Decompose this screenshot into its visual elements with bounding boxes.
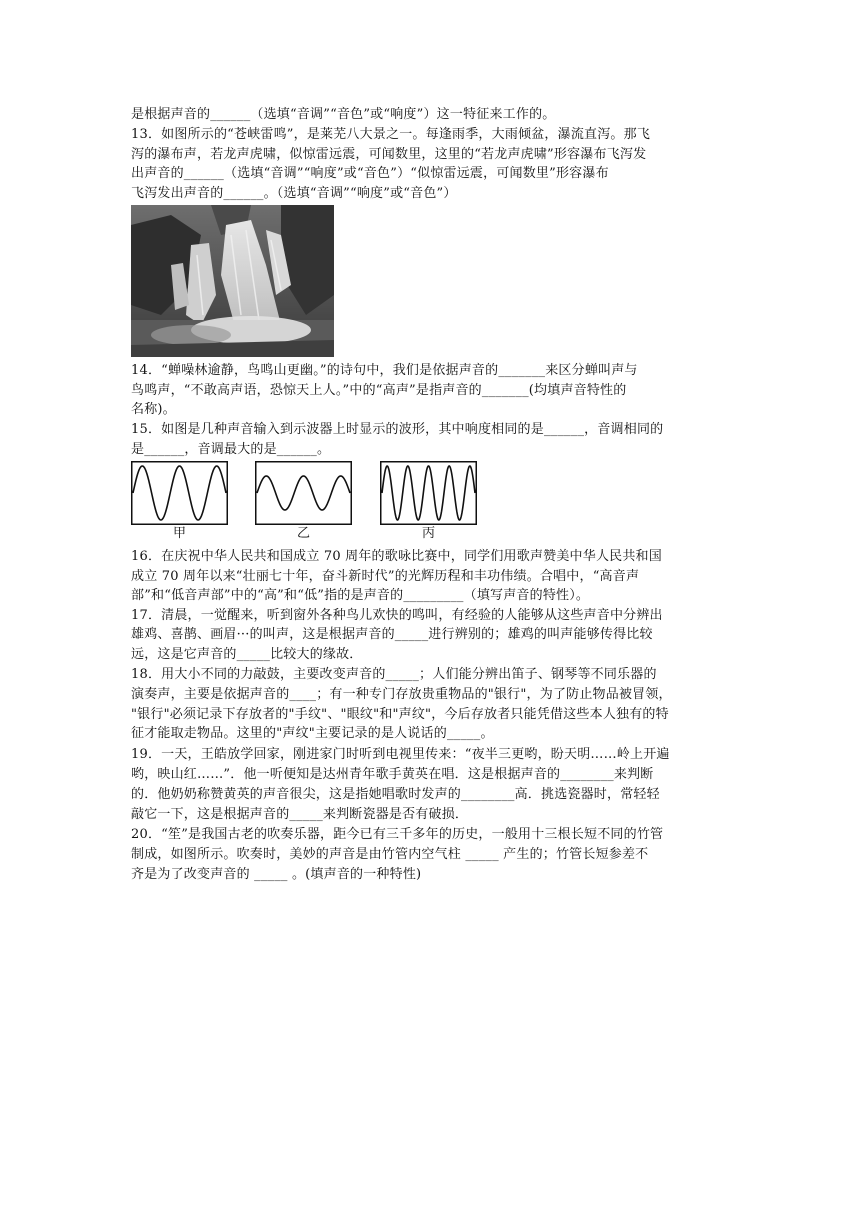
- q20-line-1: 20．“笙”是我国古老的吹奏乐器，距今已有三千多年的历史，一般用十三根长短不同的竹管: [131, 827, 664, 842]
- q13-line-3: 出声音的______（选填“音调”“响度”或“音色”）“似惊雷远震，可闻数里”形容瀑布: [131, 166, 609, 181]
- q17-line-3: 远，这是它声音的_____比较大的缘故．: [131, 647, 363, 662]
- waveform-jia-label: 甲: [172, 526, 186, 541]
- q18-line-3: "银行"必须记录下存放者的"手纹"、"眼纹"和"声纹"，今后存放者只能凭借这些本人独有的特: [131, 707, 669, 722]
- q17-line-1: 17．清晨，一觉醒来，听到窗外各种鸟儿欢快的鸣叫，有经验的人能够从这些声音中分辨出: [131, 608, 663, 623]
- waveform-yi: [255, 461, 352, 525]
- waterfall-photo: [131, 205, 334, 357]
- q15-line-2: 是______，音调最大的是______。: [131, 442, 331, 457]
- waveform-jia-curve: [133, 466, 226, 520]
- waveform-bing-label: 丙: [421, 526, 435, 541]
- q14-line-2: 鸟鸣声，“不敢高声语，恐惊天上人。”中的“高声”是指声音的_______(均填声音特性的: [131, 383, 627, 398]
- q18-line-2: 演奏声，主要是依据声音的____；有一种专门存放贵重物品的"银行"，为了防止物品被冒领，: [131, 687, 672, 702]
- q16-line-2: 成立 70 周年以来“壮丽七十年，奋斗新时代”的光辉历程和丰功伟绩。合唱中，“高音声: [131, 569, 640, 584]
- q14-line-1: 14．“蝉噪林逾静，鸟鸣山更幽。”的诗句中，我们是依据声音的_______来区分蝉叫声与: [131, 363, 638, 378]
- waveform-jia: [131, 461, 228, 525]
- q20-line-3: 齐是为了改变声音的 _____ 。(填声音的一种特性): [131, 867, 422, 882]
- q13-line-2: 泻的瀑布声，若龙声虎啸，似惊雷远震，可闻数里，这里的“若龙声虎啸”形容瀑布飞泻发: [131, 147, 647, 162]
- q19-line-2: 哟，映山红……”．他一听便知是达州青年歌手黄英在唱．这是根据声音的________来判断: [131, 767, 654, 782]
- q19-line-4: 敲它一下，这是根据声音的_____来判断瓷器是否有破损．: [131, 807, 469, 822]
- waveform-yi-label: 乙: [296, 526, 310, 541]
- q16-line-1: 16．在庆祝中华人民共和国成立 70 周年的歌咏比赛中，同学们用歌声赞美中华人民共和国: [131, 549, 662, 564]
- waveform-yi-curve: [257, 476, 350, 510]
- q19-line-3: 的．他奶奶称赞黄英的声音很尖，这是指她唱歌时发声的________高．挑选瓷器时，常轻轻: [131, 787, 660, 802]
- waveform-bing: [380, 461, 477, 525]
- q18-line-1: 18．用大小不同的力敲鼓，主要改变声音的_____；人们能分辨出笛子、钢琴等不同乐器的: [131, 667, 657, 682]
- q19-line-1: 19．一天，王皓放学回家，刚进家门时听到电视里传来：“夜半三更哟，盼天明……岭上开遍: [131, 747, 670, 762]
- waveform-bing-curve: [382, 466, 475, 520]
- q17-line-2: 雄鸡、喜鹊、画眉···的叫声，这是根据声音的_____进行辨别的；雄鸡的叫声能够传得比较: [131, 627, 653, 642]
- q12-tail-line: 是根据声音的______（选填“音调”“音色”或“响度”）这一特征来工作的。: [131, 107, 556, 122]
- q13-line-1: 13．如图所示的“苍峡雷鸣”，是莱芜八大景之一。每逢雨季，大雨倾盆，瀑流直泻。那飞: [131, 127, 651, 142]
- q20-line-2: 制成，如图所示。吹奏时，美妙的声音是由竹管内空气柱 _____ 产生的；竹管长短参差不: [131, 847, 649, 862]
- q18-line-4: 征才能取走物品。这里的"声纹"主要记录的是人说话的_____。: [131, 726, 494, 741]
- q14-line-3: 名称)。: [131, 402, 176, 417]
- q13-line-4: 飞泻发出声音的______。（选填“音调”“响度”或“音色”）: [131, 186, 457, 201]
- q15-line-1: 15．如图是几种声音输入到示波器上时显示的波形，其中响度相同的是______，音调相同的: [131, 422, 664, 437]
- q16-line-3: 部”和“低音声部”中的“高”和“低”指的是声音的_________（填写声音的特性）。: [131, 588, 590, 603]
